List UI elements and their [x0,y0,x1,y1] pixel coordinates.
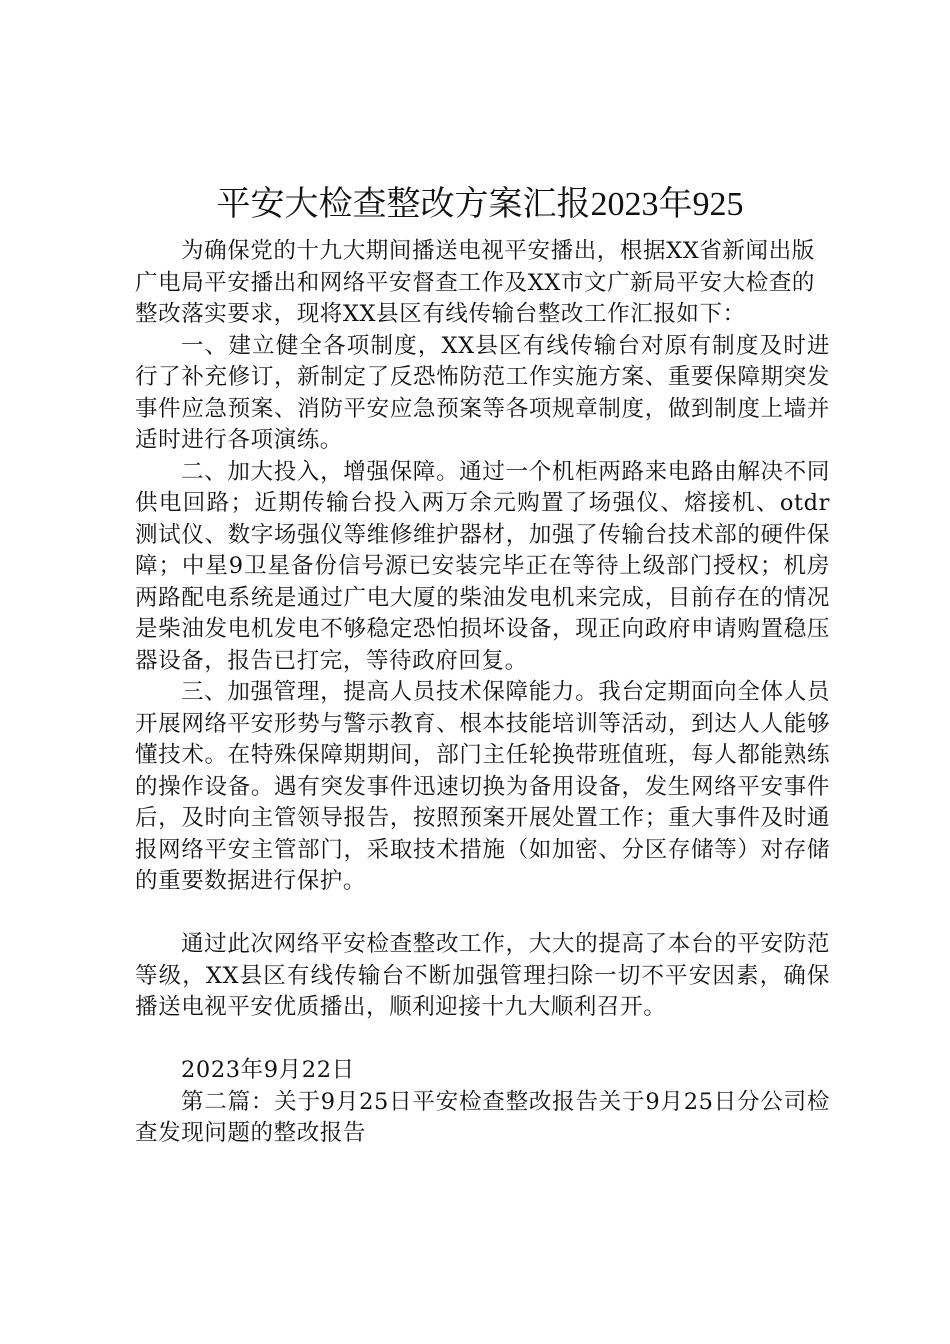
conclusion-paragraph: 通过此次网络平安检查整改工作，大大的提高了本台的平安防范等级，XX县区有线传输台不断加强管理扫除一切不平安因素，确保播送电视平安优质播出，顺利迎接十九大顺利召开。 [135,931,830,1020]
paragraph-spacer [135,898,830,930]
section-three-paragraph: 三、加强管理，提高人员技术保障能力。我台定期面向全体人员开展网络平安形势与警示教育、根本技能培训等活动，到达人人能够懂技术。在特殊保障期期间，部门主任轮换带班值班，每人都能熟练的操作设备。遇有突发事件迅速切换为备用设备，发生网络平安事件后，及时向主管领导报告，按照预案开展处置工作；重大事件及时通报网络平安主管部门，采取技术措施（如加密、分区存储等）对存储的重要数据进行保护。 [135,679,830,894]
intro-paragraph: 为确保党的十九大期间播送电视平安播出，根据XX省新闻出版广电局平安播出和网络平安督查工作及XX市文广新局平安大检查的整改落实要求，现将XX县区有线传输台整改工作汇报如下： [135,238,816,327]
section-two-paragraph: 二、加大投入，增强保障。通过一个机柜两路来电路由解决不同供电回路；近期传输台投入两万余元购置了场强仪、熔接机、otdr测试仪、数字场强仪等维修维护器材，加强了传输台技术部的硬件保障；中星9卫星备份信号源已安装完毕正在等待上级部门授权；机房两路配电系统是通过广电大厦的柴油发电机来完成，目前存在的情况是柴油发电机发电不够稳定恐怕损坏设备，现正向政府申请购置稳压器设备，报告已打完，等待政府回复。 [135,458,830,674]
date-line: 2023年9月22日 [181,1057,355,1083]
document-title: 平安大检查整改方案汇报2023年925 [216,186,744,223]
document-body [135,236,830,1150]
second-article-heading: 第二篇：关于9月25日平安检查整改报告关于9月25日分公司检查发现问题的整改报告 [135,1088,830,1146]
paragraph-spacer [135,1024,830,1056]
section-one-paragraph: 一、建立健全各项制度，XX县区有线传输台对原有制度及时进行了补充修订，新制定了反恐怖防范工作实施方案、重要保障期突发事件应急预案、消防平安应急预案等各项规章制度，做到制度上墙并适时进行各项演练。 [135,332,830,453]
